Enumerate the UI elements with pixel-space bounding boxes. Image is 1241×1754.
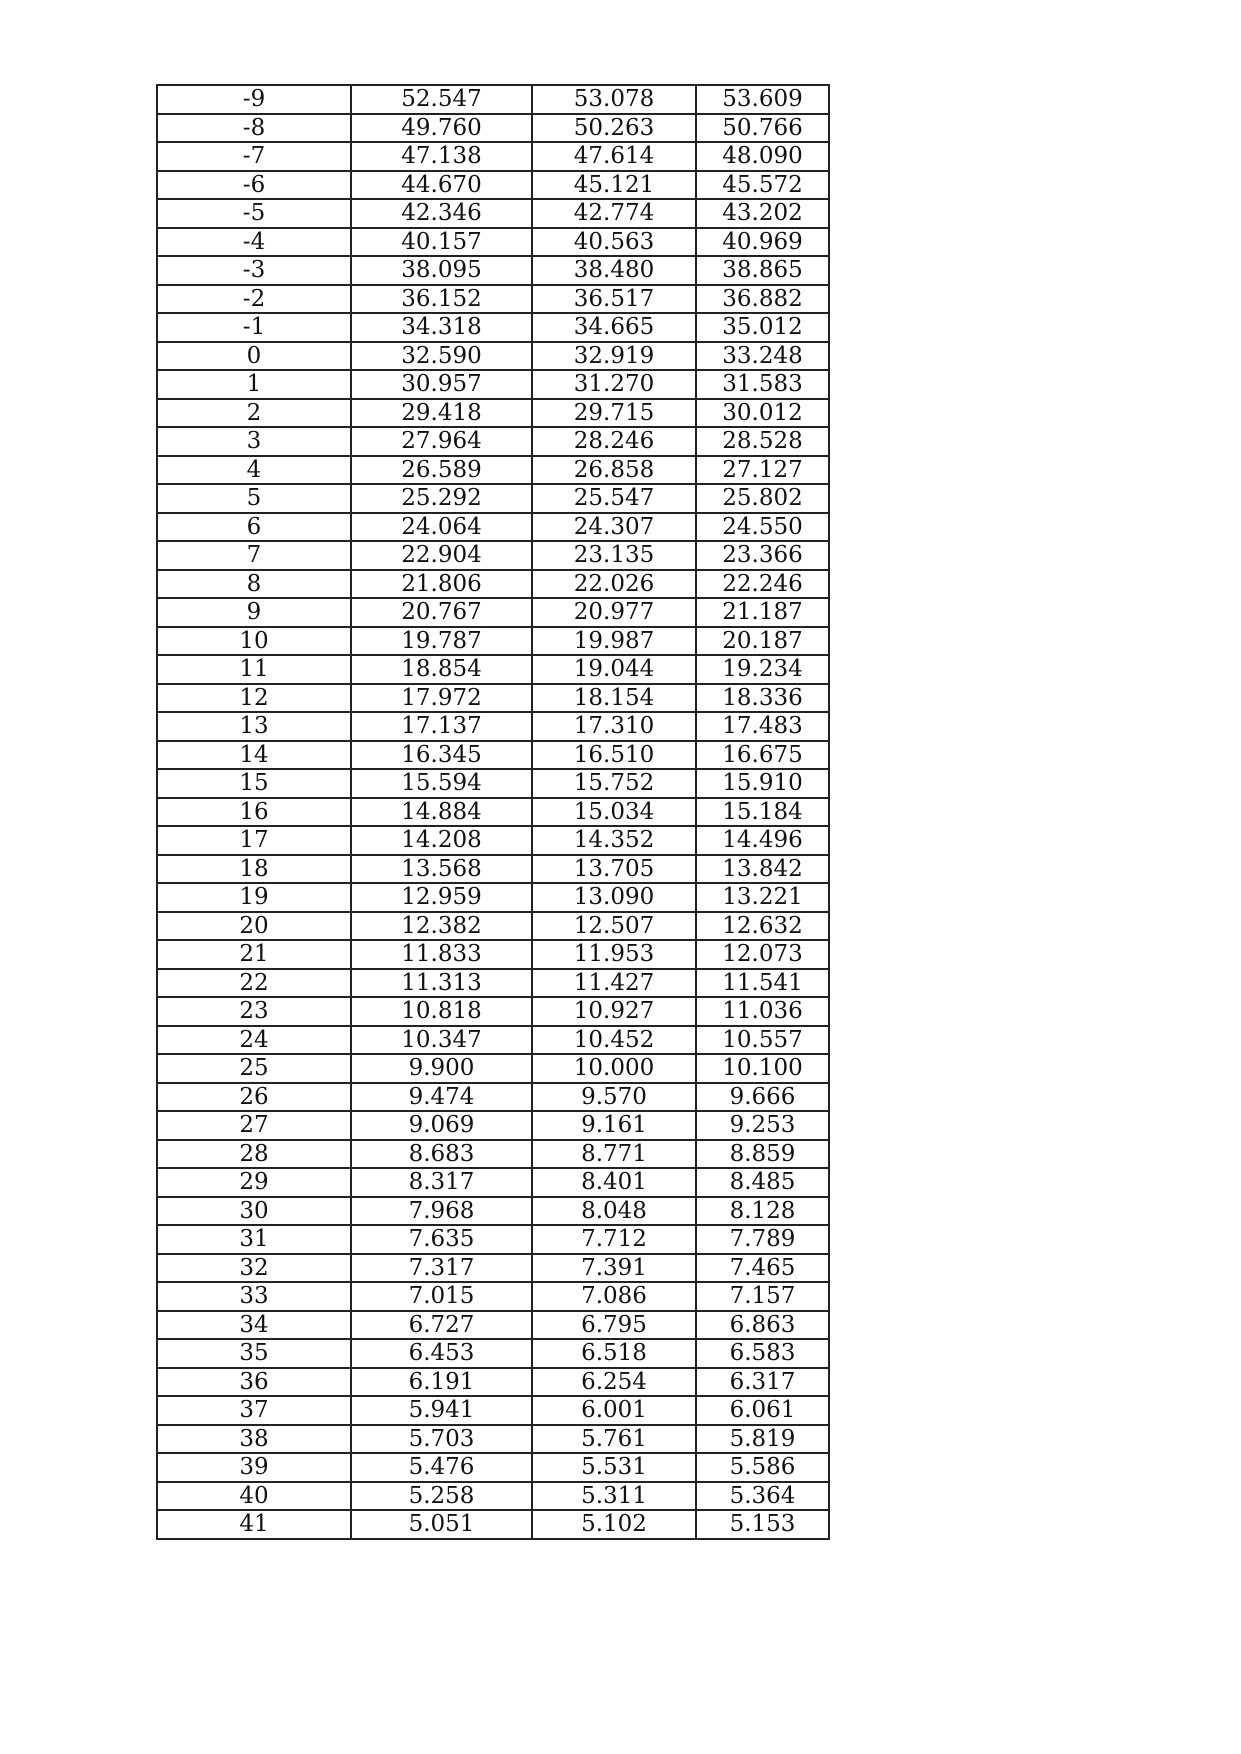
value-cell: 7.391 bbox=[532, 1254, 696, 1283]
value-cell: 45.121 bbox=[532, 171, 696, 200]
value-cell: 9.474 bbox=[351, 1083, 532, 1112]
table-row bbox=[157, 1425, 829, 1454]
value-cell: 5.531 bbox=[532, 1453, 696, 1482]
value-cell: 36.882 bbox=[696, 285, 829, 314]
table-row bbox=[157, 114, 829, 143]
row-key-cell: 15 bbox=[157, 769, 351, 798]
value-cell: 31.270 bbox=[532, 370, 696, 399]
row-key-cell: -2 bbox=[157, 285, 351, 314]
value-cell: 19.234 bbox=[696, 655, 829, 684]
value-cell: 25.802 bbox=[696, 484, 829, 513]
value-cell: 6.254 bbox=[532, 1368, 696, 1397]
value-cell: 53.078 bbox=[532, 85, 696, 114]
row-key-cell: 0 bbox=[157, 342, 351, 371]
value-cell: 15.910 bbox=[696, 769, 829, 798]
row-key-cell: 22 bbox=[157, 969, 351, 998]
value-cell: 8.859 bbox=[696, 1140, 829, 1169]
value-cell: 14.208 bbox=[351, 826, 532, 855]
table-row bbox=[157, 684, 829, 713]
value-cell: 13.842 bbox=[696, 855, 829, 884]
row-key-cell: 31 bbox=[157, 1225, 351, 1254]
row-key-cell: 32 bbox=[157, 1254, 351, 1283]
row-key-cell: 41 bbox=[157, 1510, 351, 1539]
value-cell: 14.496 bbox=[696, 826, 829, 855]
value-cell: 5.258 bbox=[351, 1482, 532, 1511]
table-row bbox=[157, 256, 829, 285]
value-cell: 7.712 bbox=[532, 1225, 696, 1254]
table-row bbox=[157, 741, 829, 770]
value-cell: 47.138 bbox=[351, 142, 532, 171]
value-cell: 13.705 bbox=[532, 855, 696, 884]
value-cell: 35.012 bbox=[696, 313, 829, 342]
value-cell: 32.590 bbox=[351, 342, 532, 371]
value-cell: 23.135 bbox=[532, 541, 696, 570]
value-cell: 18.336 bbox=[696, 684, 829, 713]
table-row bbox=[157, 1453, 829, 1482]
table-row bbox=[157, 969, 829, 998]
value-cell: 21.806 bbox=[351, 570, 532, 599]
value-cell: 8.485 bbox=[696, 1168, 829, 1197]
row-key-cell: -5 bbox=[157, 199, 351, 228]
row-key-cell: 10 bbox=[157, 627, 351, 656]
value-cell: 14.352 bbox=[532, 826, 696, 855]
table-row bbox=[157, 826, 829, 855]
value-cell: 10.557 bbox=[696, 1026, 829, 1055]
value-cell: 36.152 bbox=[351, 285, 532, 314]
value-cell: 16.510 bbox=[532, 741, 696, 770]
value-cell: 50.766 bbox=[696, 114, 829, 143]
value-cell: 19.987 bbox=[532, 627, 696, 656]
value-cell: 9.900 bbox=[351, 1054, 532, 1083]
table-row bbox=[157, 627, 829, 656]
table-row bbox=[157, 1168, 829, 1197]
value-cell: 21.187 bbox=[696, 598, 829, 627]
row-key-cell: 14 bbox=[157, 741, 351, 770]
value-cell: 7.635 bbox=[351, 1225, 532, 1254]
value-cell: 11.833 bbox=[351, 940, 532, 969]
table-row bbox=[157, 142, 829, 171]
table-row bbox=[157, 940, 829, 969]
row-key-cell: 8 bbox=[157, 570, 351, 599]
value-cell: 6.518 bbox=[532, 1339, 696, 1368]
value-cell: 13.568 bbox=[351, 855, 532, 884]
value-cell: 30.957 bbox=[351, 370, 532, 399]
value-cell: 34.665 bbox=[532, 313, 696, 342]
row-key-cell: 37 bbox=[157, 1396, 351, 1425]
value-cell: 6.863 bbox=[696, 1311, 829, 1340]
value-cell: 43.202 bbox=[696, 199, 829, 228]
value-cell: 7.465 bbox=[696, 1254, 829, 1283]
value-cell: 5.153 bbox=[696, 1510, 829, 1539]
value-cell: 44.670 bbox=[351, 171, 532, 200]
value-cell: 9.161 bbox=[532, 1111, 696, 1140]
value-cell: 7.317 bbox=[351, 1254, 532, 1283]
value-cell: 16.675 bbox=[696, 741, 829, 770]
row-key-cell: 20 bbox=[157, 912, 351, 941]
value-cell: 7.157 bbox=[696, 1282, 829, 1311]
value-cell: 28.246 bbox=[532, 427, 696, 456]
value-cell: 49.760 bbox=[351, 114, 532, 143]
value-cell: 6.453 bbox=[351, 1339, 532, 1368]
value-cell: 45.572 bbox=[696, 171, 829, 200]
value-cell: 24.550 bbox=[696, 513, 829, 542]
table-row bbox=[157, 1140, 829, 1169]
table-row bbox=[157, 1396, 829, 1425]
value-cell: 10.818 bbox=[351, 997, 532, 1026]
table-row bbox=[157, 1054, 829, 1083]
value-cell: 12.959 bbox=[351, 883, 532, 912]
value-cell: 42.346 bbox=[351, 199, 532, 228]
value-cell: 11.313 bbox=[351, 969, 532, 998]
value-cell: 32.919 bbox=[532, 342, 696, 371]
table-row bbox=[157, 1482, 829, 1511]
row-key-cell: 23 bbox=[157, 997, 351, 1026]
row-key-cell: 4 bbox=[157, 456, 351, 485]
row-key-cell: 24 bbox=[157, 1026, 351, 1055]
table-row bbox=[157, 769, 829, 798]
row-key-cell: -3 bbox=[157, 256, 351, 285]
row-key-cell: 30 bbox=[157, 1197, 351, 1226]
value-cell: 6.317 bbox=[696, 1368, 829, 1397]
table-row bbox=[157, 513, 829, 542]
row-key-cell: 35 bbox=[157, 1339, 351, 1368]
table-row bbox=[157, 883, 829, 912]
value-cell: 12.073 bbox=[696, 940, 829, 969]
value-cell: 8.317 bbox=[351, 1168, 532, 1197]
value-cell: 15.594 bbox=[351, 769, 532, 798]
value-cell: 22.246 bbox=[696, 570, 829, 599]
table-row bbox=[157, 798, 829, 827]
value-cell: 24.307 bbox=[532, 513, 696, 542]
row-key-cell: 29 bbox=[157, 1168, 351, 1197]
table-row bbox=[157, 1111, 829, 1140]
value-cell: 20.977 bbox=[532, 598, 696, 627]
value-cell: 7.968 bbox=[351, 1197, 532, 1226]
value-cell: 6.191 bbox=[351, 1368, 532, 1397]
value-cell: 52.547 bbox=[351, 85, 532, 114]
value-cell: 17.137 bbox=[351, 712, 532, 741]
row-key-cell: 17 bbox=[157, 826, 351, 855]
value-cell: 48.090 bbox=[696, 142, 829, 171]
table-row bbox=[157, 199, 829, 228]
row-key-cell: 36 bbox=[157, 1368, 351, 1397]
value-cell: 17.310 bbox=[532, 712, 696, 741]
table-row bbox=[157, 1282, 829, 1311]
table-row bbox=[157, 370, 829, 399]
table-row bbox=[157, 1197, 829, 1226]
value-cell: 15.752 bbox=[532, 769, 696, 798]
value-cell: 23.366 bbox=[696, 541, 829, 570]
row-key-cell: -8 bbox=[157, 114, 351, 143]
row-key-cell: 26 bbox=[157, 1083, 351, 1112]
row-key-cell: 13 bbox=[157, 712, 351, 741]
value-cell: 27.964 bbox=[351, 427, 532, 456]
value-cell: 26.589 bbox=[351, 456, 532, 485]
value-cell: 38.480 bbox=[532, 256, 696, 285]
value-cell: 5.051 bbox=[351, 1510, 532, 1539]
table-row bbox=[157, 1368, 829, 1397]
value-cell: 7.086 bbox=[532, 1282, 696, 1311]
value-cell: 15.034 bbox=[532, 798, 696, 827]
row-key-cell: 16 bbox=[157, 798, 351, 827]
row-key-cell: 34 bbox=[157, 1311, 351, 1340]
table-row bbox=[157, 712, 829, 741]
value-cell: 6.001 bbox=[532, 1396, 696, 1425]
value-cell: 18.854 bbox=[351, 655, 532, 684]
table-row bbox=[157, 342, 829, 371]
table-row bbox=[157, 456, 829, 485]
table-row bbox=[157, 399, 829, 428]
value-cell: 40.969 bbox=[696, 228, 829, 257]
table-row bbox=[157, 1225, 829, 1254]
value-cell: 10.347 bbox=[351, 1026, 532, 1055]
value-cell: 8.048 bbox=[532, 1197, 696, 1226]
value-cell: 6.061 bbox=[696, 1396, 829, 1425]
value-cell: 27.127 bbox=[696, 456, 829, 485]
table-row bbox=[157, 171, 829, 200]
value-cell: 10.452 bbox=[532, 1026, 696, 1055]
value-cell: 42.774 bbox=[532, 199, 696, 228]
value-cell: 53.609 bbox=[696, 85, 829, 114]
row-key-cell: 7 bbox=[157, 541, 351, 570]
table-row bbox=[157, 1510, 829, 1539]
value-cell: 20.187 bbox=[696, 627, 829, 656]
row-key-cell: 9 bbox=[157, 598, 351, 627]
value-cell: 8.771 bbox=[532, 1140, 696, 1169]
value-cell: 8.401 bbox=[532, 1168, 696, 1197]
value-cell: 22.026 bbox=[532, 570, 696, 599]
value-cell: 40.563 bbox=[532, 228, 696, 257]
row-key-cell: -7 bbox=[157, 142, 351, 171]
row-key-cell: -1 bbox=[157, 313, 351, 342]
value-cell: 33.248 bbox=[696, 342, 829, 371]
row-key-cell: 12 bbox=[157, 684, 351, 713]
value-cell: 19.044 bbox=[532, 655, 696, 684]
value-cell: 7.789 bbox=[696, 1225, 829, 1254]
row-key-cell: 38 bbox=[157, 1425, 351, 1454]
table-row bbox=[157, 484, 829, 513]
value-cell: 15.184 bbox=[696, 798, 829, 827]
row-key-cell: 40 bbox=[157, 1482, 351, 1511]
row-key-cell: 28 bbox=[157, 1140, 351, 1169]
row-key-cell: 33 bbox=[157, 1282, 351, 1311]
table-row bbox=[157, 1339, 829, 1368]
row-key-cell: 3 bbox=[157, 427, 351, 456]
table-row bbox=[157, 541, 829, 570]
value-cell: 9.570 bbox=[532, 1083, 696, 1112]
row-key-cell: 19 bbox=[157, 883, 351, 912]
value-cell: 9.069 bbox=[351, 1111, 532, 1140]
value-cell: 26.858 bbox=[532, 456, 696, 485]
value-cell: 17.483 bbox=[696, 712, 829, 741]
row-key-cell: 5 bbox=[157, 484, 351, 513]
value-cell: 11.541 bbox=[696, 969, 829, 998]
value-cell: 20.767 bbox=[351, 598, 532, 627]
table-row bbox=[157, 1026, 829, 1055]
value-cell: 28.528 bbox=[696, 427, 829, 456]
table-row bbox=[157, 1254, 829, 1283]
row-key-cell: 11 bbox=[157, 655, 351, 684]
value-cell: 14.884 bbox=[351, 798, 532, 827]
value-cell: 10.927 bbox=[532, 997, 696, 1026]
row-key-cell: 6 bbox=[157, 513, 351, 542]
value-cell: 10.100 bbox=[696, 1054, 829, 1083]
row-key-cell: 27 bbox=[157, 1111, 351, 1140]
table-row bbox=[157, 912, 829, 941]
value-cell: 6.583 bbox=[696, 1339, 829, 1368]
row-key-cell: 1 bbox=[157, 370, 351, 399]
table-row bbox=[157, 855, 829, 884]
value-cell: 5.364 bbox=[696, 1482, 829, 1511]
value-cell: 30.012 bbox=[696, 399, 829, 428]
value-cell: 38.095 bbox=[351, 256, 532, 285]
value-cell: 5.311 bbox=[532, 1482, 696, 1511]
value-cell: 31.583 bbox=[696, 370, 829, 399]
value-cell: 9.666 bbox=[696, 1083, 829, 1112]
value-cell: 17.972 bbox=[351, 684, 532, 713]
value-cell: 16.345 bbox=[351, 741, 532, 770]
value-cell: 25.292 bbox=[351, 484, 532, 513]
value-cell: 5.476 bbox=[351, 1453, 532, 1482]
value-cell: 12.632 bbox=[696, 912, 829, 941]
value-cell: 8.128 bbox=[696, 1197, 829, 1226]
row-key-cell: -9 bbox=[157, 85, 351, 114]
row-key-cell: 18 bbox=[157, 855, 351, 884]
table-row bbox=[157, 228, 829, 257]
value-cell: 11.953 bbox=[532, 940, 696, 969]
row-key-cell: -4 bbox=[157, 228, 351, 257]
table-body bbox=[157, 85, 829, 1539]
value-cell: 5.941 bbox=[351, 1396, 532, 1425]
value-cell: 5.102 bbox=[532, 1510, 696, 1539]
row-key-cell: 2 bbox=[157, 399, 351, 428]
value-cell: 12.382 bbox=[351, 912, 532, 941]
value-cell: 8.683 bbox=[351, 1140, 532, 1169]
value-cell: 7.015 bbox=[351, 1282, 532, 1311]
row-key-cell: -6 bbox=[157, 171, 351, 200]
table-row bbox=[157, 997, 829, 1026]
value-cell: 10.000 bbox=[532, 1054, 696, 1083]
value-cell: 13.221 bbox=[696, 883, 829, 912]
row-key-cell: 39 bbox=[157, 1453, 351, 1482]
table-row bbox=[157, 285, 829, 314]
table-row bbox=[157, 427, 829, 456]
value-cell: 40.157 bbox=[351, 228, 532, 257]
value-cell: 50.263 bbox=[532, 114, 696, 143]
value-cell: 5.761 bbox=[532, 1425, 696, 1454]
row-key-cell: 21 bbox=[157, 940, 351, 969]
value-cell: 29.715 bbox=[532, 399, 696, 428]
table-row bbox=[157, 85, 829, 114]
table-row bbox=[157, 1083, 829, 1112]
row-key-cell: 25 bbox=[157, 1054, 351, 1083]
table-row bbox=[157, 598, 829, 627]
value-cell: 5.586 bbox=[696, 1453, 829, 1482]
value-cell: 24.064 bbox=[351, 513, 532, 542]
table-row bbox=[157, 655, 829, 684]
value-cell: 36.517 bbox=[532, 285, 696, 314]
value-cell: 18.154 bbox=[532, 684, 696, 713]
value-cell: 5.703 bbox=[351, 1425, 532, 1454]
data-table bbox=[156, 84, 830, 1540]
value-cell: 47.614 bbox=[532, 142, 696, 171]
value-cell: 29.418 bbox=[351, 399, 532, 428]
value-cell: 19.787 bbox=[351, 627, 532, 656]
value-cell: 5.819 bbox=[696, 1425, 829, 1454]
value-cell: 9.253 bbox=[696, 1111, 829, 1140]
value-cell: 13.090 bbox=[532, 883, 696, 912]
value-cell: 25.547 bbox=[532, 484, 696, 513]
table-row bbox=[157, 570, 829, 599]
value-cell: 34.318 bbox=[351, 313, 532, 342]
table-row bbox=[157, 313, 829, 342]
value-cell: 12.507 bbox=[532, 912, 696, 941]
value-cell: 22.904 bbox=[351, 541, 532, 570]
value-cell: 11.427 bbox=[532, 969, 696, 998]
table-row bbox=[157, 1311, 829, 1340]
value-cell: 11.036 bbox=[696, 997, 829, 1026]
value-cell: 6.795 bbox=[532, 1311, 696, 1340]
value-cell: 38.865 bbox=[696, 256, 829, 285]
value-cell: 6.727 bbox=[351, 1311, 532, 1340]
